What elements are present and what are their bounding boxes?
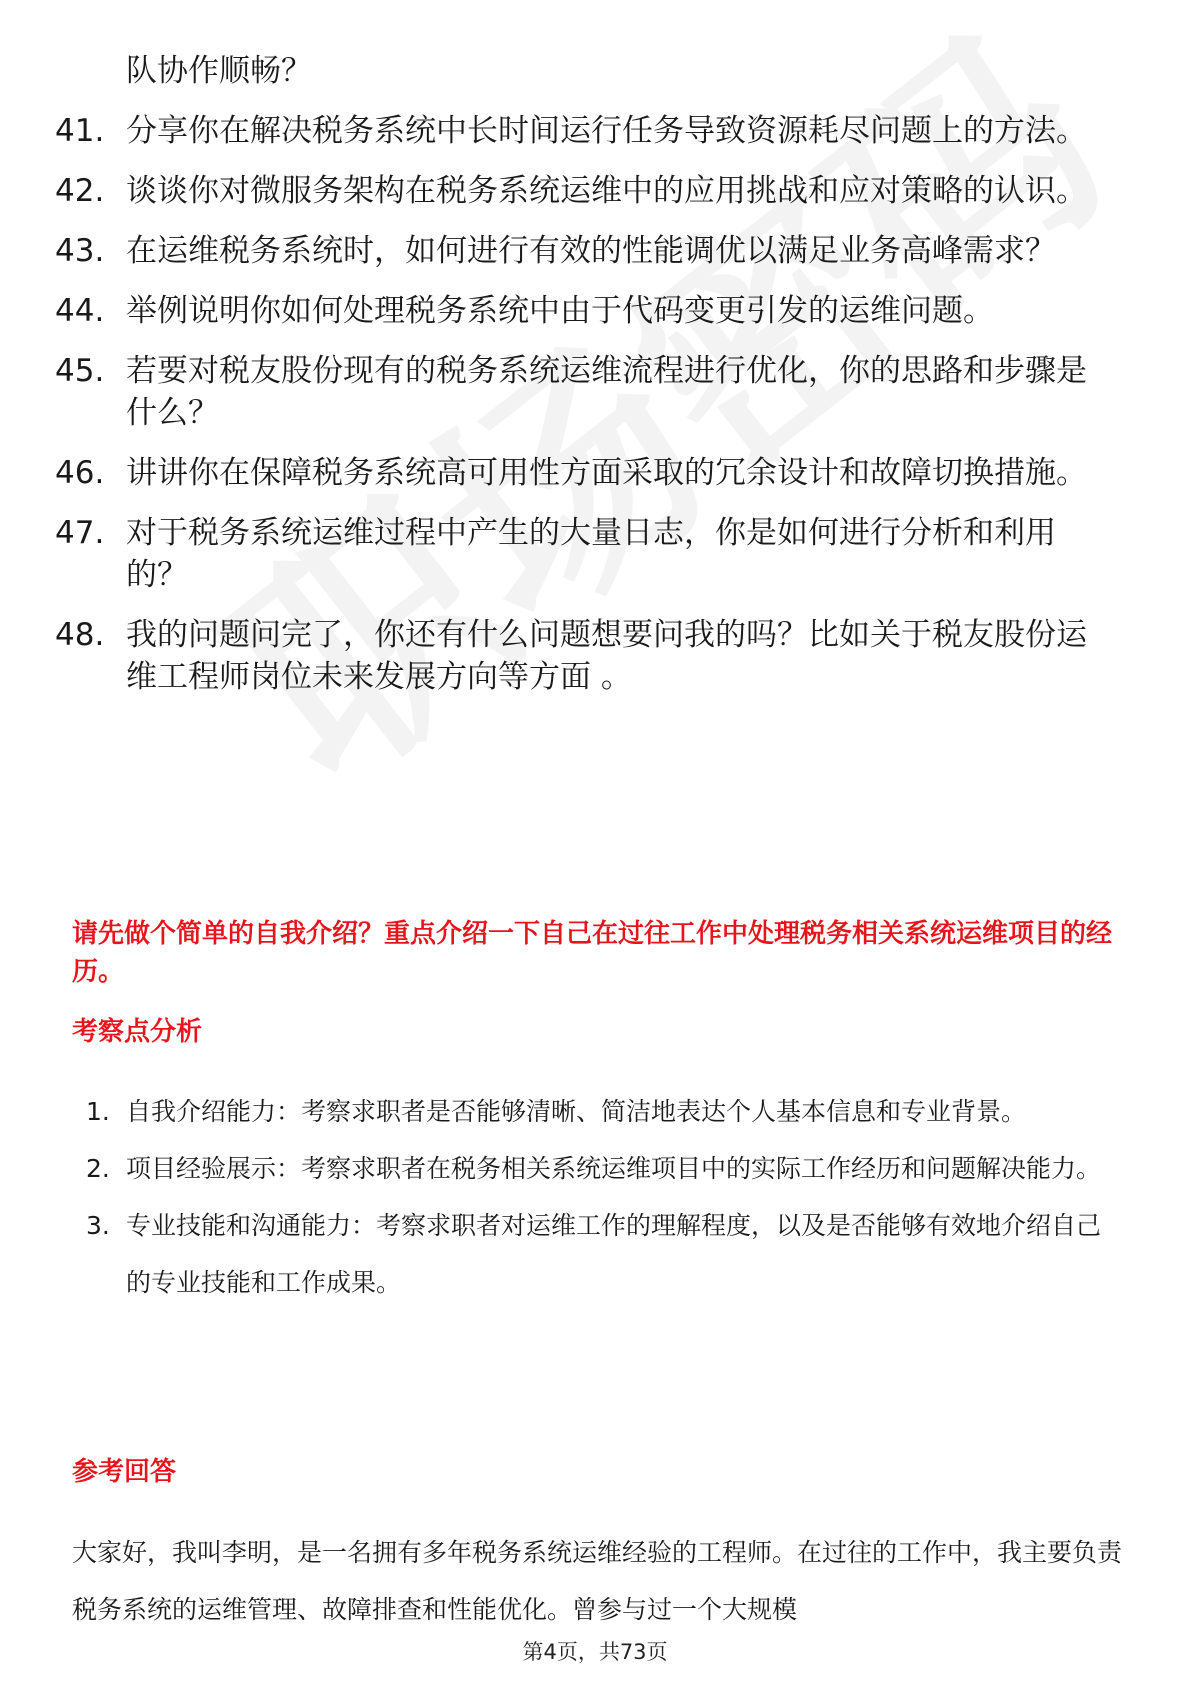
question-text: 讲讲你在保障税务系统高可用性方面采取的冗余设计和故障切换措施。 [126,455,1087,491]
question-number: 43. [55,233,105,269]
question-number: 42. [55,173,105,209]
analysis-text: 项目经验展示：考察求职者在税务相关系统运维项目中的实际工作经历和问题解决能力。 [126,1154,1102,1183]
featured-question: 请先做个简单的自我介绍？重点介绍一下自己在过往工作中处理税务相关系统运维项目的经历。 [72,919,1113,987]
question-number: 45. [55,353,105,389]
question-text: 分享你在解决税务系统中长时间运行任务导致资源耗尽问题上的方法。 [126,113,1087,149]
question-list [55,110,1115,716]
question-item [55,512,1115,596]
analysis-item [72,1083,1122,1140]
analysis-number: 3. [86,1211,110,1240]
analysis-list [72,1083,1122,1311]
question-text: 我的问题问完了，你还有什么问题想要问我的吗？比如关于税友股份运维工程师岗位未来发展方向等方面 。 [126,617,1087,695]
question-item [55,170,1115,212]
question-text: 举例说明你如何处理税务系统中由于代码变更引发的运维问题。 [126,293,994,329]
question-item [55,110,1115,152]
question-item [55,290,1115,332]
question-text: 若要对税友股份现有的税务系统运维流程进行优化，你的思路和步骤是什么？ [126,353,1087,431]
question-number: 48. [55,617,105,653]
analysis-number: 2. [86,1154,110,1183]
question-number: 47. [55,515,105,551]
question-item [55,230,1115,272]
question-text: 谈谈你对微服务架构在税务系统运维中的应用挑战和应对策略的认识。 [126,173,1087,209]
question-item [55,614,1115,698]
question-number: 46. [55,455,105,491]
question-item [55,452,1115,494]
question-number: 41. [55,113,105,149]
question-number: 44. [55,293,105,329]
analysis-item [72,1140,1122,1197]
question-text: 在运维税务系统时，如何进行有效的性能调优以满足业务高峰需求？ [126,233,1056,269]
question-continuation: 队协作顺畅？ [126,53,312,89]
analysis-text: 自我介绍能力：考察求职者是否能够清晰、简洁地表达个人基本信息和专业背景。 [126,1097,1027,1126]
analysis-item [72,1197,1122,1311]
analysis-text: 专业技能和沟通能力：考察求职者对运维工作的理解程度，以及是否能够有效地介绍自己的专业技能和工作成果。 [126,1211,1102,1297]
analysis-number: 1. [86,1097,110,1126]
question-text: 对于税务系统运维过程中产生的大量日志，你是如何进行分析和利用的？ [126,515,1056,593]
answer-text: 大家好，我叫李明，是一名拥有多年税务系统运维经验的工程师。在过往的工作中，我主要负责税务系统的运维管理、故障排查和性能优化。曾参与过一个大规模 [72,1538,1123,1624]
answer-heading: 参考回答 [72,1457,177,1487]
analysis-heading: 考察点分析 [72,1017,203,1047]
page-footer: 第4页，共73页 [522,1640,668,1664]
question-item [55,350,1115,434]
